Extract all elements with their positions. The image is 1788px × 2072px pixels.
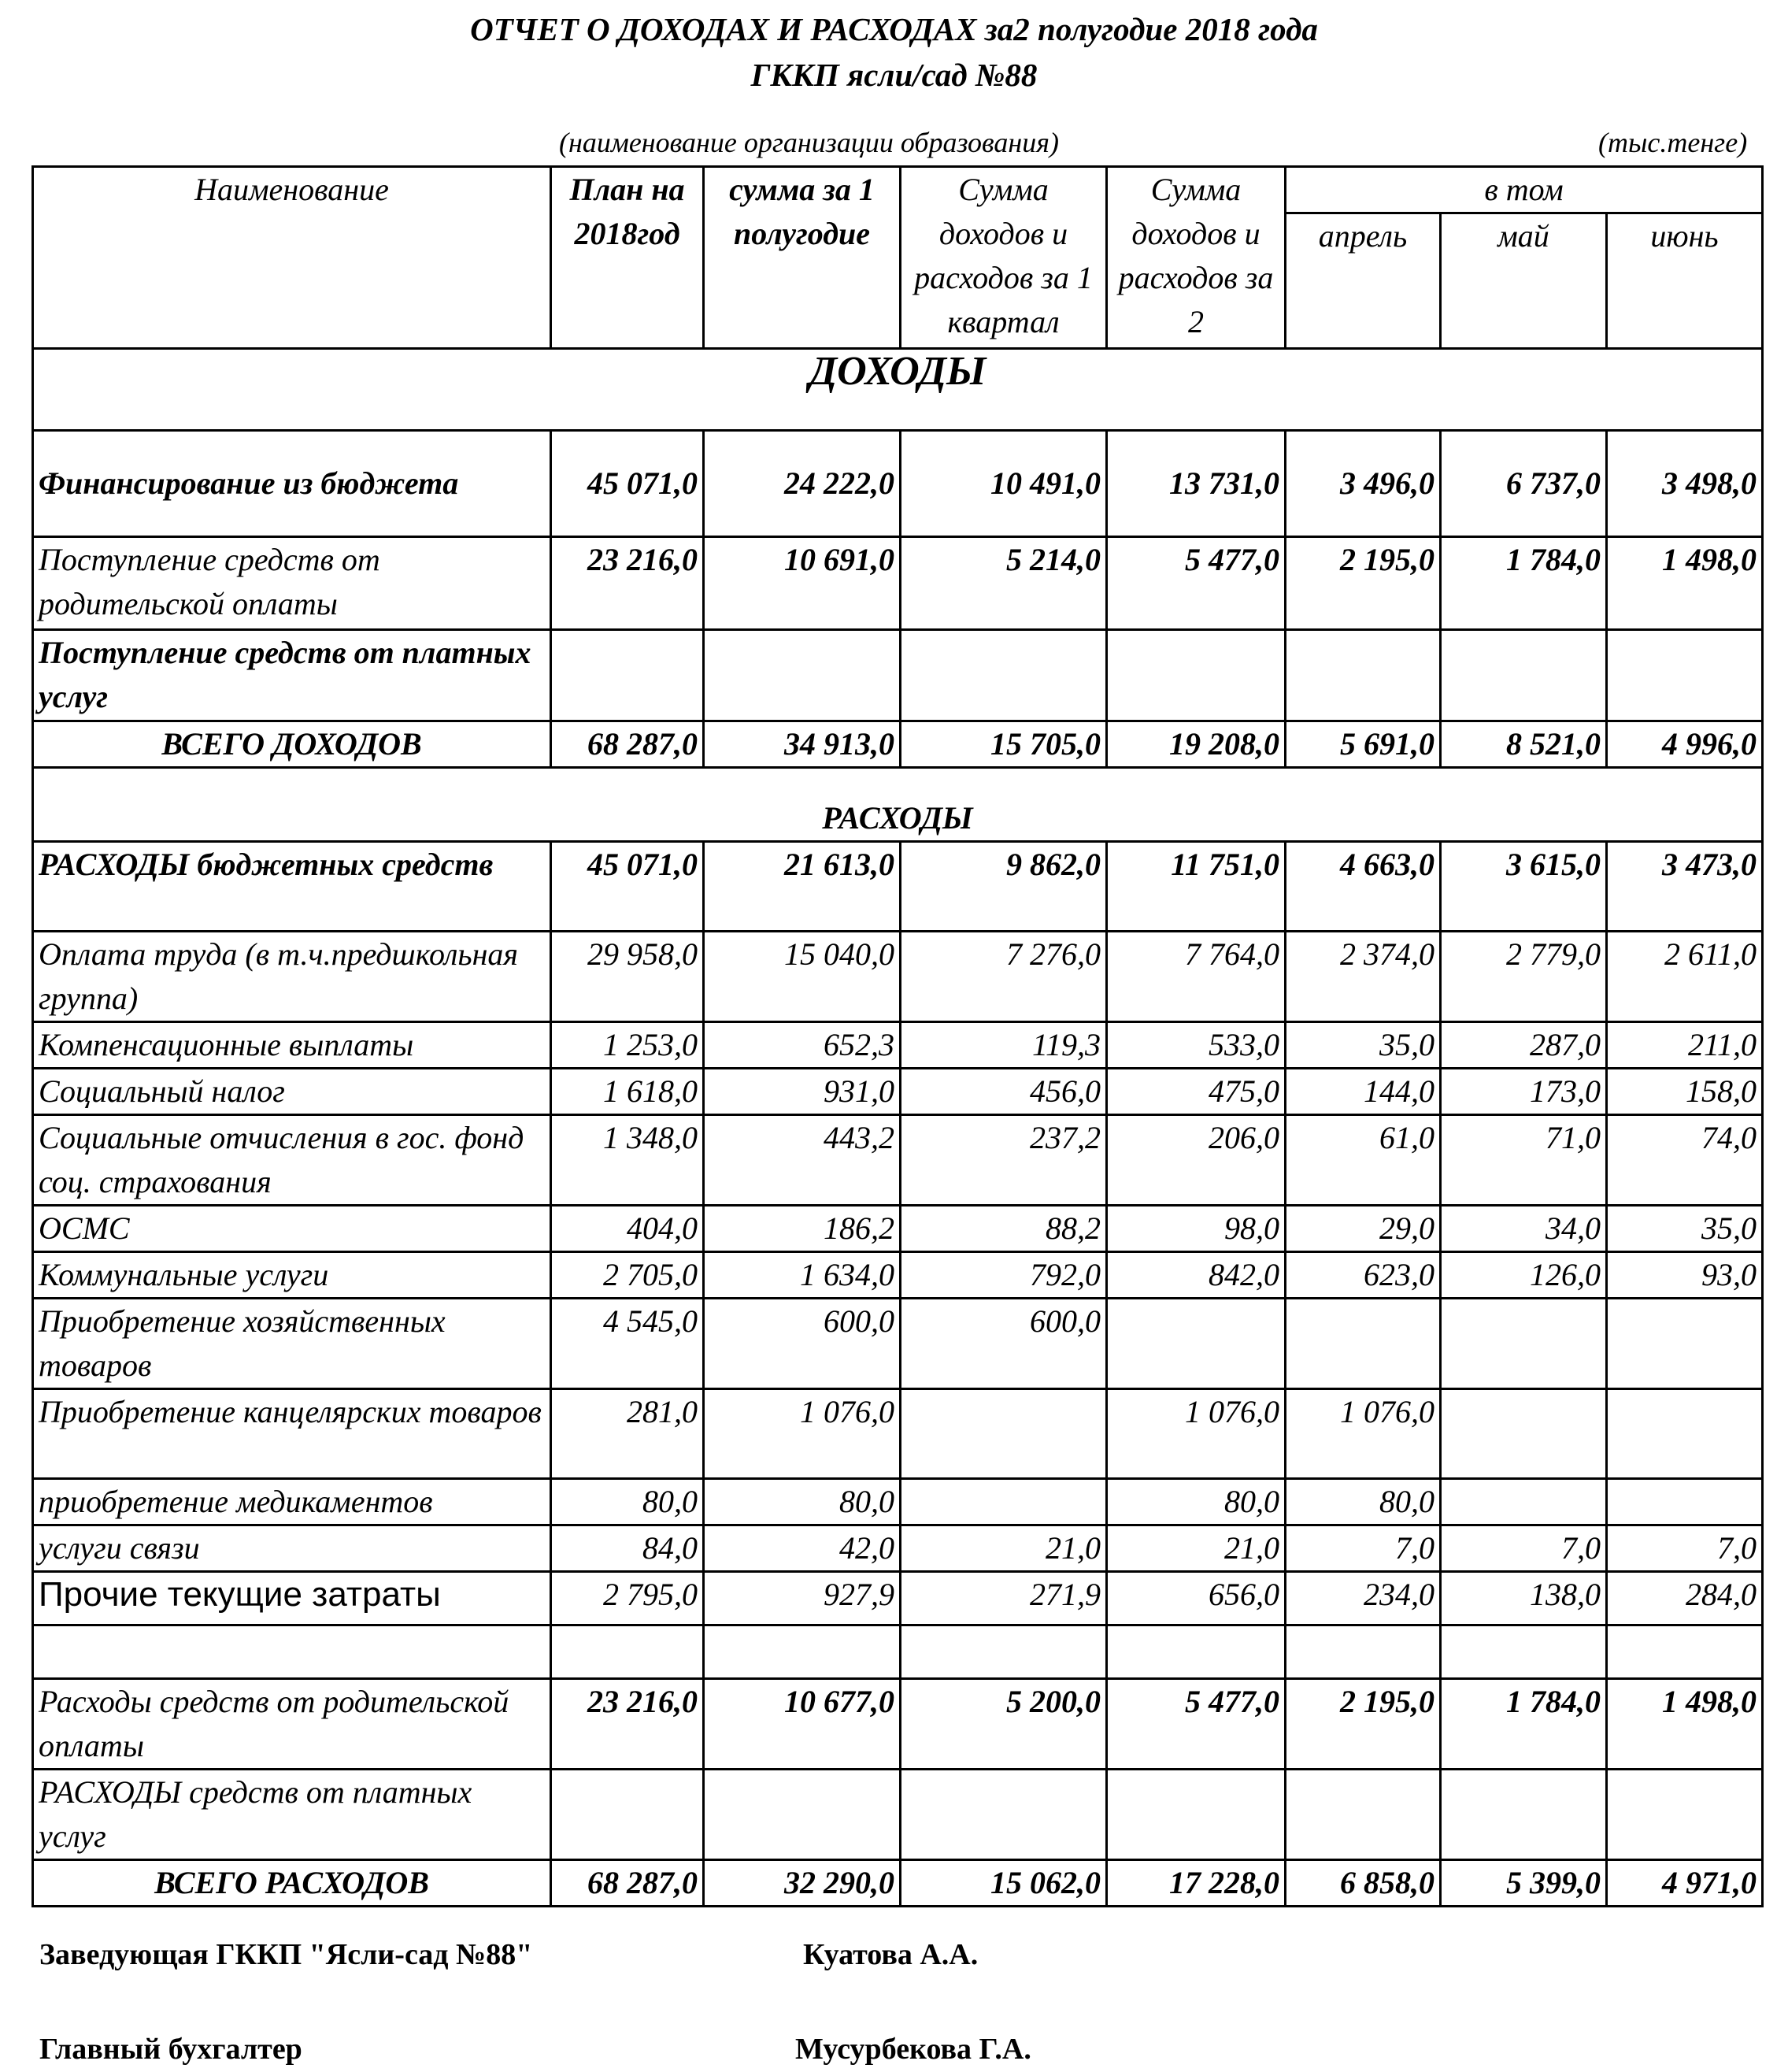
- header-april: апрель: [1286, 213, 1441, 349]
- cell-q2: 7 764,0: [1107, 932, 1286, 1022]
- cell-q2: 98,0: [1107, 1206, 1286, 1252]
- cell-may: 6 737,0: [1441, 431, 1607, 537]
- cell-may: 287,0: [1441, 1022, 1607, 1069]
- cell-q2: 11 751,0: [1107, 842, 1286, 932]
- cell-june: 35,0: [1607, 1206, 1763, 1252]
- section-income: ДОХОДЫ: [33, 349, 1763, 431]
- row-name: Компенсационные выплаты: [33, 1022, 551, 1069]
- cell-q1: 600,0: [901, 1299, 1107, 1389]
- row-name: Оплата труда (в т.ч.предшкольная группа): [33, 932, 551, 1022]
- table-row: [33, 431, 1763, 537]
- cell-june: 3 473,0: [1607, 842, 1763, 932]
- cell-q2: [1107, 1625, 1286, 1679]
- cell-half-year: 186,2: [704, 1206, 901, 1252]
- table-row: [33, 1115, 1763, 1206]
- row-name: услуги связи: [33, 1525, 551, 1572]
- row-name: ВСЕГО ДОХОДОВ: [33, 721, 551, 768]
- row-name: Поступление средств от родительской оплаты: [33, 537, 551, 630]
- cell-q1: 21,0: [901, 1525, 1107, 1572]
- cell-april: [1286, 1299, 1441, 1389]
- cell-may: [1441, 1389, 1607, 1479]
- cell-april: [1286, 1770, 1441, 1860]
- cell-plan: 404,0: [551, 1206, 704, 1252]
- header-june: июнь: [1607, 213, 1763, 349]
- cell-april: [1286, 1625, 1441, 1679]
- cell-q1: [901, 1625, 1107, 1679]
- cell-half-year: 10 677,0: [704, 1679, 901, 1770]
- cell-may: [1441, 1479, 1607, 1525]
- cell-q2: 5 477,0: [1107, 537, 1286, 630]
- cell-q1: 5 200,0: [901, 1679, 1107, 1770]
- cell-q1: [901, 1389, 1107, 1479]
- cell-q1: 119,3: [901, 1022, 1107, 1069]
- row-name: Поступление средств от платных услуг: [33, 630, 551, 721]
- table-row: [33, 1069, 1763, 1115]
- cell-q2: 842,0: [1107, 1252, 1286, 1299]
- cell-half-year: 24 222,0: [704, 431, 901, 537]
- row-name: Приобретение канцелярских товаров: [33, 1389, 551, 1479]
- table-row: [33, 1625, 1763, 1679]
- cell-plan: 2 705,0: [551, 1252, 704, 1299]
- cell-q1: 9 862,0: [901, 842, 1107, 932]
- cell-june: [1607, 1625, 1763, 1679]
- cell-half-year: 1 634,0: [704, 1252, 901, 1299]
- cell-may: 173,0: [1441, 1069, 1607, 1115]
- cell-half-year: 42,0: [704, 1525, 901, 1572]
- table-row: [33, 1479, 1763, 1525]
- cell-may: 71,0: [1441, 1115, 1607, 1206]
- cell-plan: 23 216,0: [551, 1679, 704, 1770]
- cell-april: [1286, 630, 1441, 721]
- cell-april: 80,0: [1286, 1479, 1441, 1525]
- cell-half-year: [704, 630, 901, 721]
- header-month-group: в том: [1286, 167, 1763, 213]
- section-expense: РАСХОДЫ: [33, 768, 1763, 842]
- cell-q2: 656,0: [1107, 1572, 1286, 1625]
- row-name: Финансирование из бюджета: [33, 431, 551, 537]
- cell-may: 8 521,0: [1441, 721, 1607, 768]
- cell-may: 1 784,0: [1441, 537, 1607, 630]
- cell-plan: [551, 1770, 704, 1860]
- cell-april: 234,0: [1286, 1572, 1441, 1625]
- cell-plan: [551, 630, 704, 721]
- cell-june: 7,0: [1607, 1525, 1763, 1572]
- cell-june: 284,0: [1607, 1572, 1763, 1625]
- cell-q1: 15 705,0: [901, 721, 1107, 768]
- cell-plan: 45 071,0: [551, 842, 704, 932]
- cell-q2: 533,0: [1107, 1022, 1286, 1069]
- cell-half-year: [704, 1770, 901, 1860]
- cell-plan: 1 348,0: [551, 1115, 704, 1206]
- cell-june: [1607, 630, 1763, 721]
- cell-april: 1 076,0: [1286, 1389, 1441, 1479]
- cell-q2: 206,0: [1107, 1115, 1286, 1206]
- cell-plan: [551, 1625, 704, 1679]
- table-row: [33, 1679, 1763, 1770]
- cell-april: 35,0: [1286, 1022, 1441, 1069]
- table-row: [33, 842, 1763, 932]
- cell-half-year: 931,0: [704, 1069, 901, 1115]
- header-plan: План на 2018год: [551, 167, 704, 349]
- cell-june: 3 498,0: [1607, 431, 1763, 537]
- cell-plan: 1 618,0: [551, 1069, 704, 1115]
- row-name: РАСХОДЫ бюджетных средств: [33, 842, 551, 932]
- cell-half-year: 600,0: [704, 1299, 901, 1389]
- row-name: приобретение медикаментов: [33, 1479, 551, 1525]
- cell-half-year: 32 290,0: [704, 1860, 901, 1907]
- table-row: [33, 1572, 1763, 1625]
- row-name: Социальный налог: [33, 1069, 551, 1115]
- table-row: [33, 1525, 1763, 1572]
- row-name: РАСХОДЫ средств от платных услуг: [33, 1770, 551, 1860]
- header-half-year: сумма за 1 полугодие: [704, 167, 901, 349]
- cell-may: 5 399,0: [1441, 1860, 1607, 1907]
- row-name: Приобретение хозяйственных товаров: [33, 1299, 551, 1389]
- cell-april: 144,0: [1286, 1069, 1441, 1115]
- cell-half-year: 1 076,0: [704, 1389, 901, 1479]
- cell-may: 3 615,0: [1441, 842, 1607, 932]
- cell-june: 4 996,0: [1607, 721, 1763, 768]
- cell-plan: 29 958,0: [551, 932, 704, 1022]
- cell-june: [1607, 1299, 1763, 1389]
- cell-q1: [901, 1479, 1107, 1525]
- cell-april: 7,0: [1286, 1525, 1441, 1572]
- cell-q1: 7 276,0: [901, 932, 1107, 1022]
- cell-may: [1441, 1770, 1607, 1860]
- cell-half-year: 443,2: [704, 1115, 901, 1206]
- cell-april: 623,0: [1286, 1252, 1441, 1299]
- accountant-title: Главный бухгалтер: [39, 2033, 302, 2066]
- cell-june: [1607, 1389, 1763, 1479]
- cell-june: 211,0: [1607, 1022, 1763, 1069]
- cell-q1: 5 214,0: [901, 537, 1107, 630]
- cell-june: 158,0: [1607, 1069, 1763, 1115]
- cell-may: 1 784,0: [1441, 1679, 1607, 1770]
- cell-april: 5 691,0: [1286, 721, 1441, 768]
- cell-q1: [901, 630, 1107, 721]
- table-row: [33, 1860, 1763, 1907]
- cell-q2: 5 477,0: [1107, 1679, 1286, 1770]
- cell-may: 2 779,0: [1441, 932, 1607, 1022]
- cell-june: [1607, 1770, 1763, 1860]
- cell-april: 61,0: [1286, 1115, 1441, 1206]
- cell-q1: 237,2: [901, 1115, 1107, 1206]
- cell-june: 4 971,0: [1607, 1860, 1763, 1907]
- cell-q2: 19 208,0: [1107, 721, 1286, 768]
- organization-title: ГККП ясли/сад №88: [750, 57, 1038, 93]
- row-name: ОСМС: [33, 1206, 551, 1252]
- row-name: ВСЕГО РАСХОДОВ: [33, 1860, 551, 1907]
- row-name: Коммунальные услуги: [33, 1252, 551, 1299]
- cell-q2: 13 731,0: [1107, 431, 1286, 537]
- header-may: май: [1441, 213, 1607, 349]
- cell-q2: [1107, 1299, 1286, 1389]
- cell-q2: 21,0: [1107, 1525, 1286, 1572]
- cell-april: 3 496,0: [1286, 431, 1441, 537]
- cell-june: 2 611,0: [1607, 932, 1763, 1022]
- cell-may: [1441, 1299, 1607, 1389]
- table-row: [33, 630, 1763, 721]
- table-row: [33, 721, 1763, 768]
- head-name: Куатова А.А.: [803, 1938, 979, 1971]
- cell-may: 138,0: [1441, 1572, 1607, 1625]
- org-caption: (наименование организации образования): [559, 127, 1059, 158]
- table-row: [33, 1389, 1763, 1479]
- cell-plan: 1 253,0: [551, 1022, 704, 1069]
- cell-april: 2 374,0: [1286, 932, 1441, 1022]
- cell-q2: 1 076,0: [1107, 1389, 1286, 1479]
- table-row: [33, 1206, 1763, 1252]
- cell-plan: 68 287,0: [551, 1860, 704, 1907]
- cell-q1: 792,0: [901, 1252, 1107, 1299]
- cell-april: 2 195,0: [1286, 1679, 1441, 1770]
- cell-may: 126,0: [1441, 1252, 1607, 1299]
- cell-q2: 475,0: [1107, 1069, 1286, 1115]
- cell-april: 2 195,0: [1286, 537, 1441, 630]
- cell-june: 74,0: [1607, 1115, 1763, 1206]
- cell-may: 34,0: [1441, 1206, 1607, 1252]
- cell-plan: 23 216,0: [551, 537, 704, 630]
- table-row: [33, 932, 1763, 1022]
- cell-half-year: 10 691,0: [704, 537, 901, 630]
- cell-plan: 281,0: [551, 1389, 704, 1479]
- cell-may: 7,0: [1441, 1525, 1607, 1572]
- cell-june: 1 498,0: [1607, 1679, 1763, 1770]
- cell-may: [1441, 1625, 1607, 1679]
- cell-half-year: 34 913,0: [704, 721, 901, 768]
- cell-q1: [901, 1770, 1107, 1860]
- cell-june: [1607, 1479, 1763, 1525]
- cell-half-year: 15 040,0: [704, 932, 901, 1022]
- table-row: [33, 1022, 1763, 1069]
- cell-q2: [1107, 630, 1286, 721]
- table-row: [33, 1770, 1763, 1860]
- cell-q2: 17 228,0: [1107, 1860, 1286, 1907]
- accountant-name: Мусурбекова Г.А.: [795, 2033, 1031, 2066]
- cell-june: 93,0: [1607, 1252, 1763, 1299]
- cell-q1: 15 062,0: [901, 1860, 1107, 1907]
- cell-plan: 84,0: [551, 1525, 704, 1572]
- cell-half-year: 80,0: [704, 1479, 901, 1525]
- cell-plan: 45 071,0: [551, 431, 704, 537]
- cell-april: 6 858,0: [1286, 1860, 1441, 1907]
- report-title: ОТЧЕТ О ДОХОДАХ И РАСХОДАХ за2 полугодие 2018 года: [470, 11, 1318, 47]
- row-name: Прочие текущие затраты: [33, 1572, 551, 1625]
- cell-half-year: 927,9: [704, 1572, 901, 1625]
- cell-april: 4 663,0: [1286, 842, 1441, 932]
- header-name: Наименование: [33, 167, 551, 349]
- cell-q2: 80,0: [1107, 1479, 1286, 1525]
- table-row: [33, 1299, 1763, 1389]
- cell-q1: 271,9: [901, 1572, 1107, 1625]
- row-name: Социальные отчисления в гос. фонд соц. страхования: [33, 1115, 551, 1206]
- row-name: [33, 1625, 551, 1679]
- cell-q2: [1107, 1770, 1286, 1860]
- cell-q1: 456,0: [901, 1069, 1107, 1115]
- cell-plan: 4 545,0: [551, 1299, 704, 1389]
- table-row: [33, 537, 1763, 630]
- cell-june: 1 498,0: [1607, 537, 1763, 630]
- cell-plan: 68 287,0: [551, 721, 704, 768]
- row-name: Расходы средств от родительской оплаты: [33, 1679, 551, 1770]
- units-caption: (тыс.тенге): [1598, 127, 1748, 158]
- header-q1: Сумма доходов и расходов за 1 квартал: [901, 167, 1107, 349]
- cell-q1: 88,2: [901, 1206, 1107, 1252]
- cell-q1: 10 491,0: [901, 431, 1107, 537]
- cell-half-year: 652,3: [704, 1022, 901, 1069]
- header-q2: Сумма доходов и расходов за 2: [1107, 167, 1286, 349]
- cell-half-year: 21 613,0: [704, 842, 901, 932]
- table-row: [33, 1252, 1763, 1299]
- cell-plan: 2 795,0: [551, 1572, 704, 1625]
- head-title: Заведующая ГККП "Ясли-сад №88": [39, 1938, 533, 1971]
- cell-plan: 80,0: [551, 1479, 704, 1525]
- report-table: [31, 165, 1764, 1907]
- cell-half-year: [704, 1625, 901, 1679]
- cell-april: 29,0: [1286, 1206, 1441, 1252]
- cell-may: [1441, 630, 1607, 721]
